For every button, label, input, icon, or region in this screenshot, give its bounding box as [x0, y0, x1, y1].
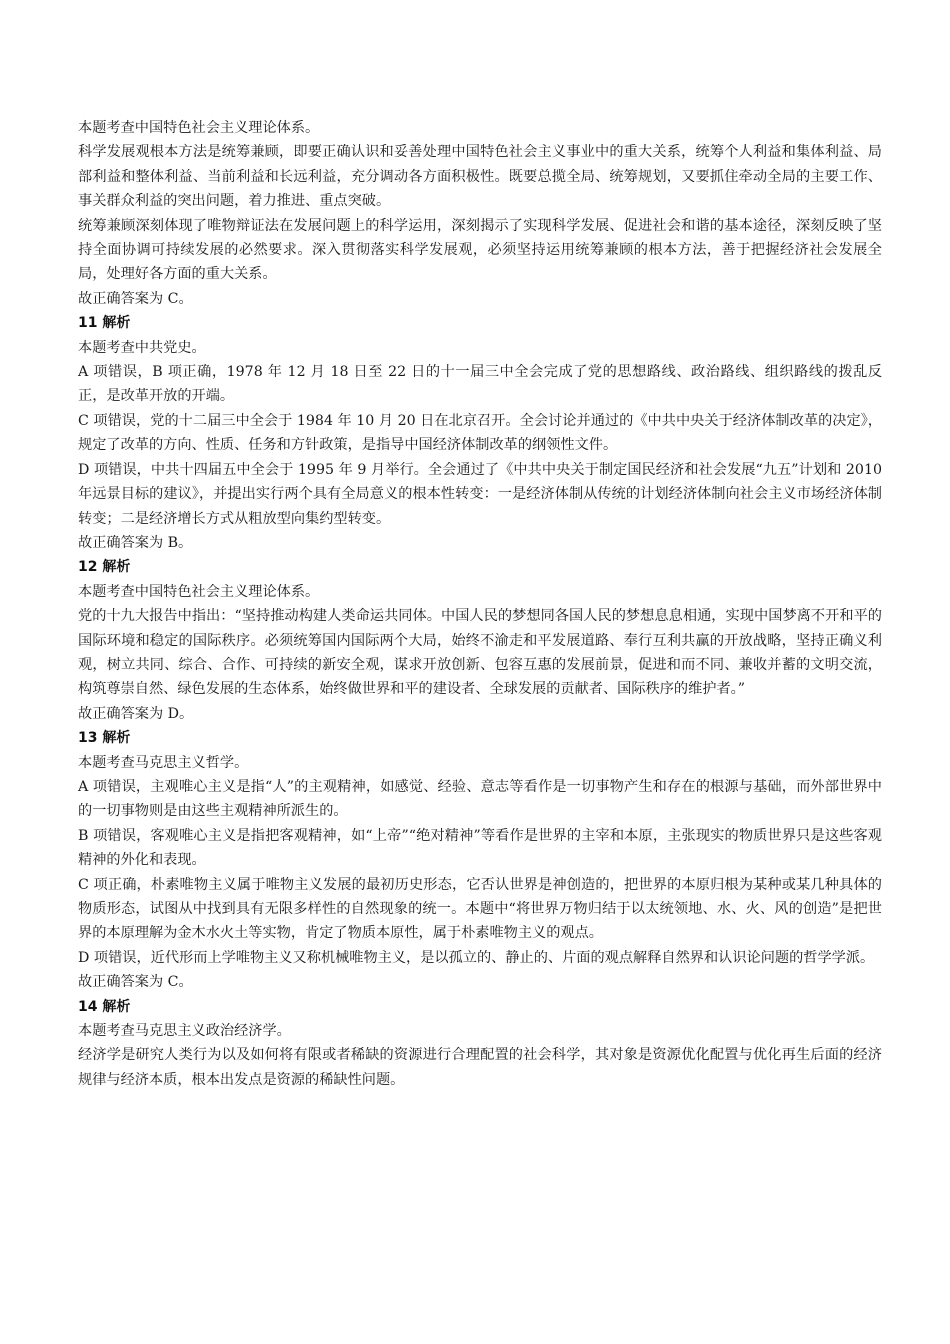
paragraph: 本题考查马克思主义哲学。	[78, 754, 249, 771]
paragraph: A 项错误，B 项正确，1978 年 12 月 18 日至 22 日的十一届三中全会完成了党的思想路线、政治路线、组织路线的拨乱反正，是改革开放的开端。	[78, 364, 882, 405]
paragraph: 本题考查中共党史。	[78, 339, 206, 356]
paragraph: B 项错误，客观唯心主义是指把客观精神，如“上帝”“绝对精神”等看作是世界的主宰和本原，主张现实的物质世界只是这些客观精神的外化和表现。	[78, 827, 882, 869]
paragraph: 本题考查马克思主义政治经济学。	[78, 1023, 291, 1040]
section-10-continued	[78, 116, 882, 311]
answer-line: 故正确答案为 D。	[78, 705, 194, 722]
paragraph: D 项错误，近代形而上学唯物主义又称机械唯物主义，是以孤立的、静止的、片面的观点解释自然界和认识论问题的哲学学派。	[78, 949, 875, 966]
answer-line: 故正确答案为 B。	[78, 534, 193, 551]
paragraph: 经济学是研究人类行为以及如何将有限或者稀缺的资源进行合理配置的社会科学，其对象是资源优化配置与优化再生后面的经济规律与经济本质，根本出发点是资源的稀缺性问题。	[78, 1047, 882, 1088]
paragraph: 本题考查中国特色社会主义理论体系。	[78, 120, 320, 136]
section-13	[78, 726, 882, 994]
section-heading: 11 解析	[78, 315, 131, 332]
section-heading: 14 解析	[78, 998, 131, 1015]
paragraph: C 项正确，朴素唯物主义属于唯物主义发展的最初历史形态，它否认世界是神创造的，把世界的本原归根为某种或某几种具体的物质形态，试图从中找到具有无限多样性的自然现象的统一。本题中“将世界万物归结于以太统领地、水、火、风的创造”是把世界的本原理解为金木水火土等实物，肯定了物质本原性，属于朴素唯物主义的观点。	[78, 876, 882, 942]
answer-line: 故正确答案为 C。	[78, 290, 193, 307]
section-14	[78, 995, 882, 1093]
paragraph: C 项错误，党的十二届三中全会于 1984 年 10 月 20 日在北京召开。全会讨论并通过的《中共中央关于经济体制改革的决定》，规定了改革的方向、性质、任务和方针政策，是指导中国经济体制改革的纲领性文件。	[78, 412, 882, 454]
paragraph: D 项错误，中共十四届五中全会于 1995 年 9 月举行。全会通过了《中共中央关于制定国民经济和社会发展“九五”计划和 2010 年远景目标的建议》，并提出实行两个具有全局意义的根本性转变：一是经济体制从传统的计划经济体制向社会主义市场经济体制转变；二是经济增长方式从粗放型向集约型转变。	[78, 461, 882, 527]
section-11	[78, 311, 882, 555]
paragraph: A 项错误，主观唯心主义是指“人”的主观精神，如感觉、经验、意志等看作是一切事物产生和存在的根源与基础，而外部世界中的一切事物则是由这些主观精神所派生的。	[78, 778, 882, 820]
answer-line: 故正确答案为 C。	[78, 974, 193, 991]
section-heading: 13 解析	[78, 730, 131, 747]
paragraph: 科学发展观根本方法是统筹兼顾，即要正确认识和妥善处理中国特色社会主义事业中的重大关系，统筹个人利益和集体利益、局部利益和整体利益、当前利益和长远利益，充分调动各方面积极性。既要总揽全局、统筹规划，又要抓住牵动全局的主要工作、事关群众利益的突出问题，着力推进、重点突破。	[78, 144, 882, 210]
paragraph: 统筹兼顾深刻体现了唯物辩证法在发展问题上的科学运用，深刻揭示了实现科学发展、促进社会和谐的基本途径，深刻反映了坚持全面协调可持续发展的必然要求。深入贯彻落实科学发展观，必须坚持运用统筹兼顾的根本方法，善于把握经济社会发展全局，处理好各方面的重大关系。	[78, 217, 882, 283]
section-heading: 12 解析	[78, 559, 131, 576]
paragraph: 本题考查中国特色社会主义理论体系。	[78, 583, 320, 600]
paragraph: 党的十九大报告中指出：“坚持推动构建人类命运共同体。中国人民的梦想同各国人民的梦想息息相通，实现中国梦离不开和平的国际环境和稳定的国际秩序。必须统筹国内国际两个大局，始终不渝走和平发展道路、奉行互利共赢的开放战略，坚持正确义利观，树立共同、综合、合作、可持续的新安全观，谋求开放创新、包容互惠的发展前景，促进和而不同、兼收并蓄的文明交流，构筑尊崇自然、绿色发展的生态体系，始终做世界和平的建设者、全球发展的贡献者、国际秩序的维护者。”	[78, 608, 882, 698]
section-12	[78, 555, 882, 726]
